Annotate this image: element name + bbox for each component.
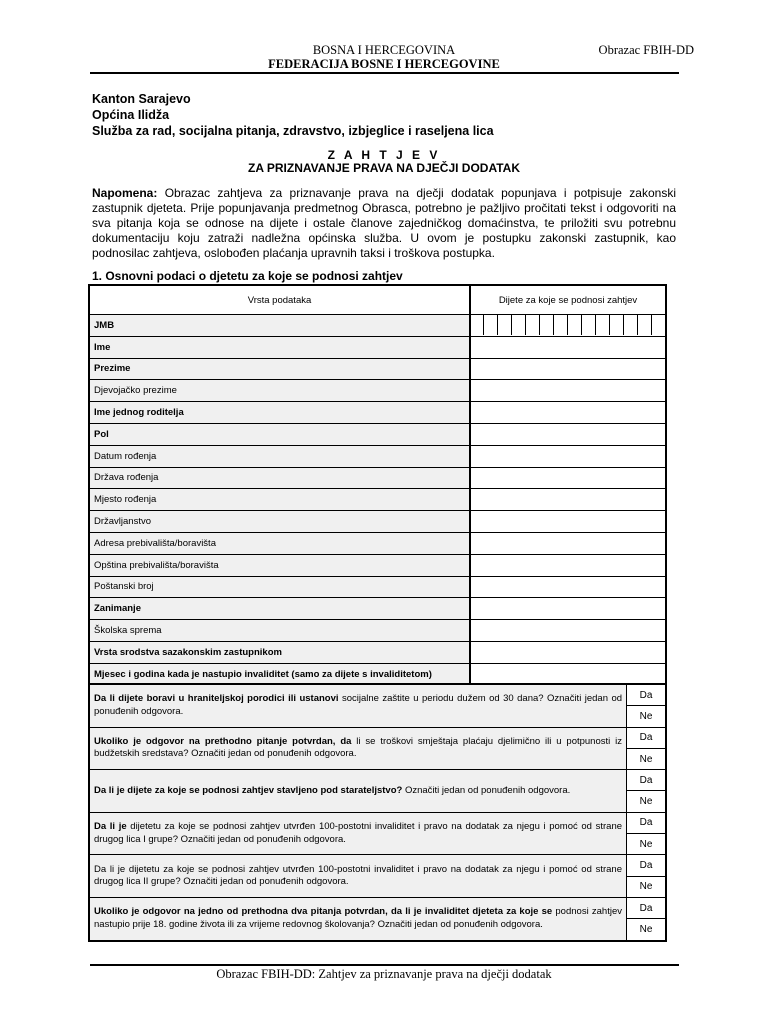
municipality-name: Općina Ilidža bbox=[92, 108, 170, 122]
question-row bbox=[89, 770, 666, 791]
jmb-digit[interactable] bbox=[595, 315, 609, 335]
answer-yes-option[interactable]: Da bbox=[627, 684, 667, 706]
field-input[interactable] bbox=[470, 532, 666, 554]
answer-yes-option[interactable]: Da bbox=[627, 727, 667, 748]
field-input[interactable] bbox=[470, 467, 666, 489]
field-input[interactable] bbox=[470, 598, 666, 620]
question-row bbox=[89, 855, 666, 876]
table-row bbox=[89, 423, 666, 445]
row-label: Opština prebivališta/boravišta bbox=[89, 554, 470, 576]
form-code: Obrazac FBIH-DD bbox=[598, 43, 694, 57]
row-label: Školska sprema bbox=[89, 620, 470, 642]
row-label: Ime bbox=[89, 336, 470, 358]
question-text: Ukoliko je odgovor na prethodno pitanje potvrdan, da li se troškovi smještaja plaćaju djelimično ili u potpunosti iz budžetskih sredstava? Označiti jedan od ponuđenih odgovora. bbox=[89, 727, 627, 770]
row-label: Datum rođenja bbox=[89, 445, 470, 467]
row-label: Adresa prebivališta/boravišta bbox=[89, 532, 470, 554]
answer-no-option[interactable]: Ne bbox=[627, 876, 667, 897]
row-label: Mjesto rođenja bbox=[89, 489, 470, 511]
field-input[interactable] bbox=[470, 336, 666, 358]
note-text: Obrazac zahtjeva za priznavanje prava na dječji dodatak popunjava i potpisuje zakonski zastupnik djeteta. Prije popunjavanja predmetnog Obrasca, potrebno je pažljivo pročitati tekst i odgovoriti na sva pitanja koja se odnose na dijete i ostale članove zajedničkog domaćinstva, te priložiti svu potrebnu dokumentaciju koju zatraži nadležna općinska služba. U ovom je postupku zakonski zastupnik, kao podnosilac zahtjeva, oslobođen plaćanja upravnih taksi i troškova postupka. bbox=[92, 186, 676, 260]
table-row bbox=[89, 445, 666, 467]
jmb-digit[interactable] bbox=[497, 315, 511, 335]
table-row bbox=[89, 641, 666, 663]
jmb-digit[interactable] bbox=[581, 315, 595, 335]
jmb-digit-boxes[interactable] bbox=[471, 315, 665, 335]
question-text: Da li dijete boravi u hraniteljskoj porodici ili ustanovi socijalne zaštite u periodu dužem od 30 dana? Označiti jedan od ponuđenih odgovora. bbox=[89, 684, 627, 727]
row-label: Poštanski broj bbox=[89, 576, 470, 598]
jmb-digit[interactable] bbox=[637, 315, 651, 335]
answer-no-option[interactable]: Ne bbox=[627, 791, 667, 812]
row-label: Ime jednog roditelja bbox=[89, 402, 470, 424]
row-label: Vrsta srodstva sazakonskim zastupnikom bbox=[89, 641, 470, 663]
row-label: Djevojačko prezime bbox=[89, 380, 470, 402]
question-text: Da li je dijetetu za koje se podnosi zahtjev utvrđen 100-postotni invaliditet i pravo na dodatak za njegu i pomoć od strane drugog lica II grupe? Označiti jedan od ponuđenih odgovora. bbox=[89, 855, 627, 898]
table-row bbox=[89, 336, 666, 358]
row-label: Država rođenja bbox=[89, 467, 470, 489]
authority-block bbox=[92, 91, 494, 139]
table-row bbox=[89, 576, 666, 598]
jmb-digit[interactable] bbox=[553, 315, 567, 335]
answer-no-option[interactable]: Ne bbox=[627, 748, 667, 769]
jmb-digit[interactable] bbox=[567, 315, 581, 335]
answer-no-option[interactable]: Ne bbox=[627, 834, 667, 855]
table-row bbox=[89, 598, 666, 620]
question-row bbox=[89, 727, 666, 748]
question-row bbox=[89, 812, 666, 833]
jmb-input[interactable] bbox=[470, 315, 666, 337]
answer-no-option[interactable]: Ne bbox=[627, 919, 667, 941]
note-paragraph bbox=[92, 186, 676, 261]
jmb-digit[interactable] bbox=[623, 315, 637, 335]
header-country: BOSNA I HERCEGOVINA bbox=[312, 43, 456, 57]
questions-table bbox=[88, 683, 667, 942]
jmb-digit[interactable] bbox=[511, 315, 525, 335]
service-name: Služba za rad, socijalna pitanja, zdravstvo, izbjeglice i raseljena lica bbox=[92, 124, 494, 138]
table-row bbox=[89, 620, 666, 642]
answer-yes-option[interactable]: Da bbox=[627, 770, 667, 791]
col-header-child: Dijete za koje se podnosi zahtjev bbox=[470, 285, 666, 315]
row-label: JMB bbox=[89, 315, 470, 337]
form-subtitle: ZA PRIZNAVANJE PRAVA NA DJEČJI DODATAK bbox=[247, 161, 520, 175]
field-input[interactable] bbox=[470, 423, 666, 445]
table-row bbox=[89, 402, 666, 424]
jmb-digit[interactable] bbox=[651, 315, 665, 335]
footer-divider bbox=[90, 964, 679, 966]
answer-no-option[interactable]: Ne bbox=[627, 706, 667, 727]
row-label: Prezime bbox=[89, 358, 470, 380]
table-row bbox=[89, 532, 666, 554]
row-label: Mjesec i godina kada je nastupio invaliditet (samo za dijete s invaliditetom) bbox=[89, 663, 470, 685]
jmb-digit[interactable] bbox=[525, 315, 539, 335]
field-input[interactable] bbox=[470, 358, 666, 380]
field-input[interactable] bbox=[470, 402, 666, 424]
field-input[interactable] bbox=[470, 511, 666, 533]
answer-yes-option[interactable]: Da bbox=[627, 897, 667, 918]
child-data-table bbox=[88, 284, 667, 687]
table-row bbox=[89, 467, 666, 489]
table-row bbox=[89, 554, 666, 576]
table-row bbox=[89, 489, 666, 511]
table-row bbox=[89, 380, 666, 402]
jmb-digit[interactable] bbox=[609, 315, 623, 335]
field-input[interactable] bbox=[470, 380, 666, 402]
question-text: Da li je dijetetu za koje se podnosi zahtjev utvrđen 100-postotni invaliditet i pravo na dodatak za njegu i pomoć od strane drugog lica I grupe? Označiti jedan od ponuđenih odgovora. bbox=[89, 812, 627, 855]
table-row bbox=[89, 358, 666, 380]
table-header-row bbox=[89, 285, 666, 315]
header-divider bbox=[90, 72, 679, 74]
answer-yes-option[interactable]: Da bbox=[627, 812, 667, 833]
note-label: Napomena: bbox=[92, 186, 158, 200]
field-input[interactable] bbox=[470, 576, 666, 598]
field-input[interactable] bbox=[470, 620, 666, 642]
footer-text: Obrazac FBIH-DD: Zahtjev za priznavanje prava na dječji dodatak bbox=[216, 967, 552, 981]
jmb-digit[interactable] bbox=[539, 315, 553, 335]
row-label: Zanimanje bbox=[89, 598, 470, 620]
form-title: Z A H T J E V bbox=[327, 148, 441, 162]
row-label: Pol bbox=[89, 423, 470, 445]
question-row bbox=[89, 897, 666, 918]
field-input[interactable] bbox=[470, 445, 666, 467]
header-federation: FEDERACIJA BOSNE I HERCEGOVINE bbox=[268, 57, 500, 71]
question-text: Da li je dijete za koje se podnosi zahtjev stavljeno pod starateljstvo? Označiti jedan od ponuđenih odgovora. bbox=[89, 770, 627, 813]
section-title: 1. Osnovni podaci o djetetu za koje se podnosi zahtjev bbox=[92, 269, 403, 283]
field-input[interactable] bbox=[470, 641, 666, 663]
question-text: Ukoliko je odgovor na jedno od prethodna dva pitanja potvrdan, da li je invaliditet djeteta za koje se podnosi zahtjev nastupio prije 18. godine života ili za vrijeme redovnog školovanja? Označiti jedan od ponuđenih odgovora. bbox=[89, 897, 627, 940]
field-input[interactable] bbox=[470, 489, 666, 511]
field-input[interactable] bbox=[470, 554, 666, 576]
table-row bbox=[89, 315, 666, 337]
jmb-digit[interactable] bbox=[483, 315, 497, 335]
col-header-type: Vrsta podataka bbox=[89, 285, 470, 315]
answer-yes-option[interactable]: Da bbox=[627, 855, 667, 876]
row-label: Državljanstvo bbox=[89, 511, 470, 533]
question-row bbox=[89, 684, 666, 706]
canton-name: Kanton Sarajevo bbox=[92, 92, 191, 106]
table-row bbox=[89, 511, 666, 533]
